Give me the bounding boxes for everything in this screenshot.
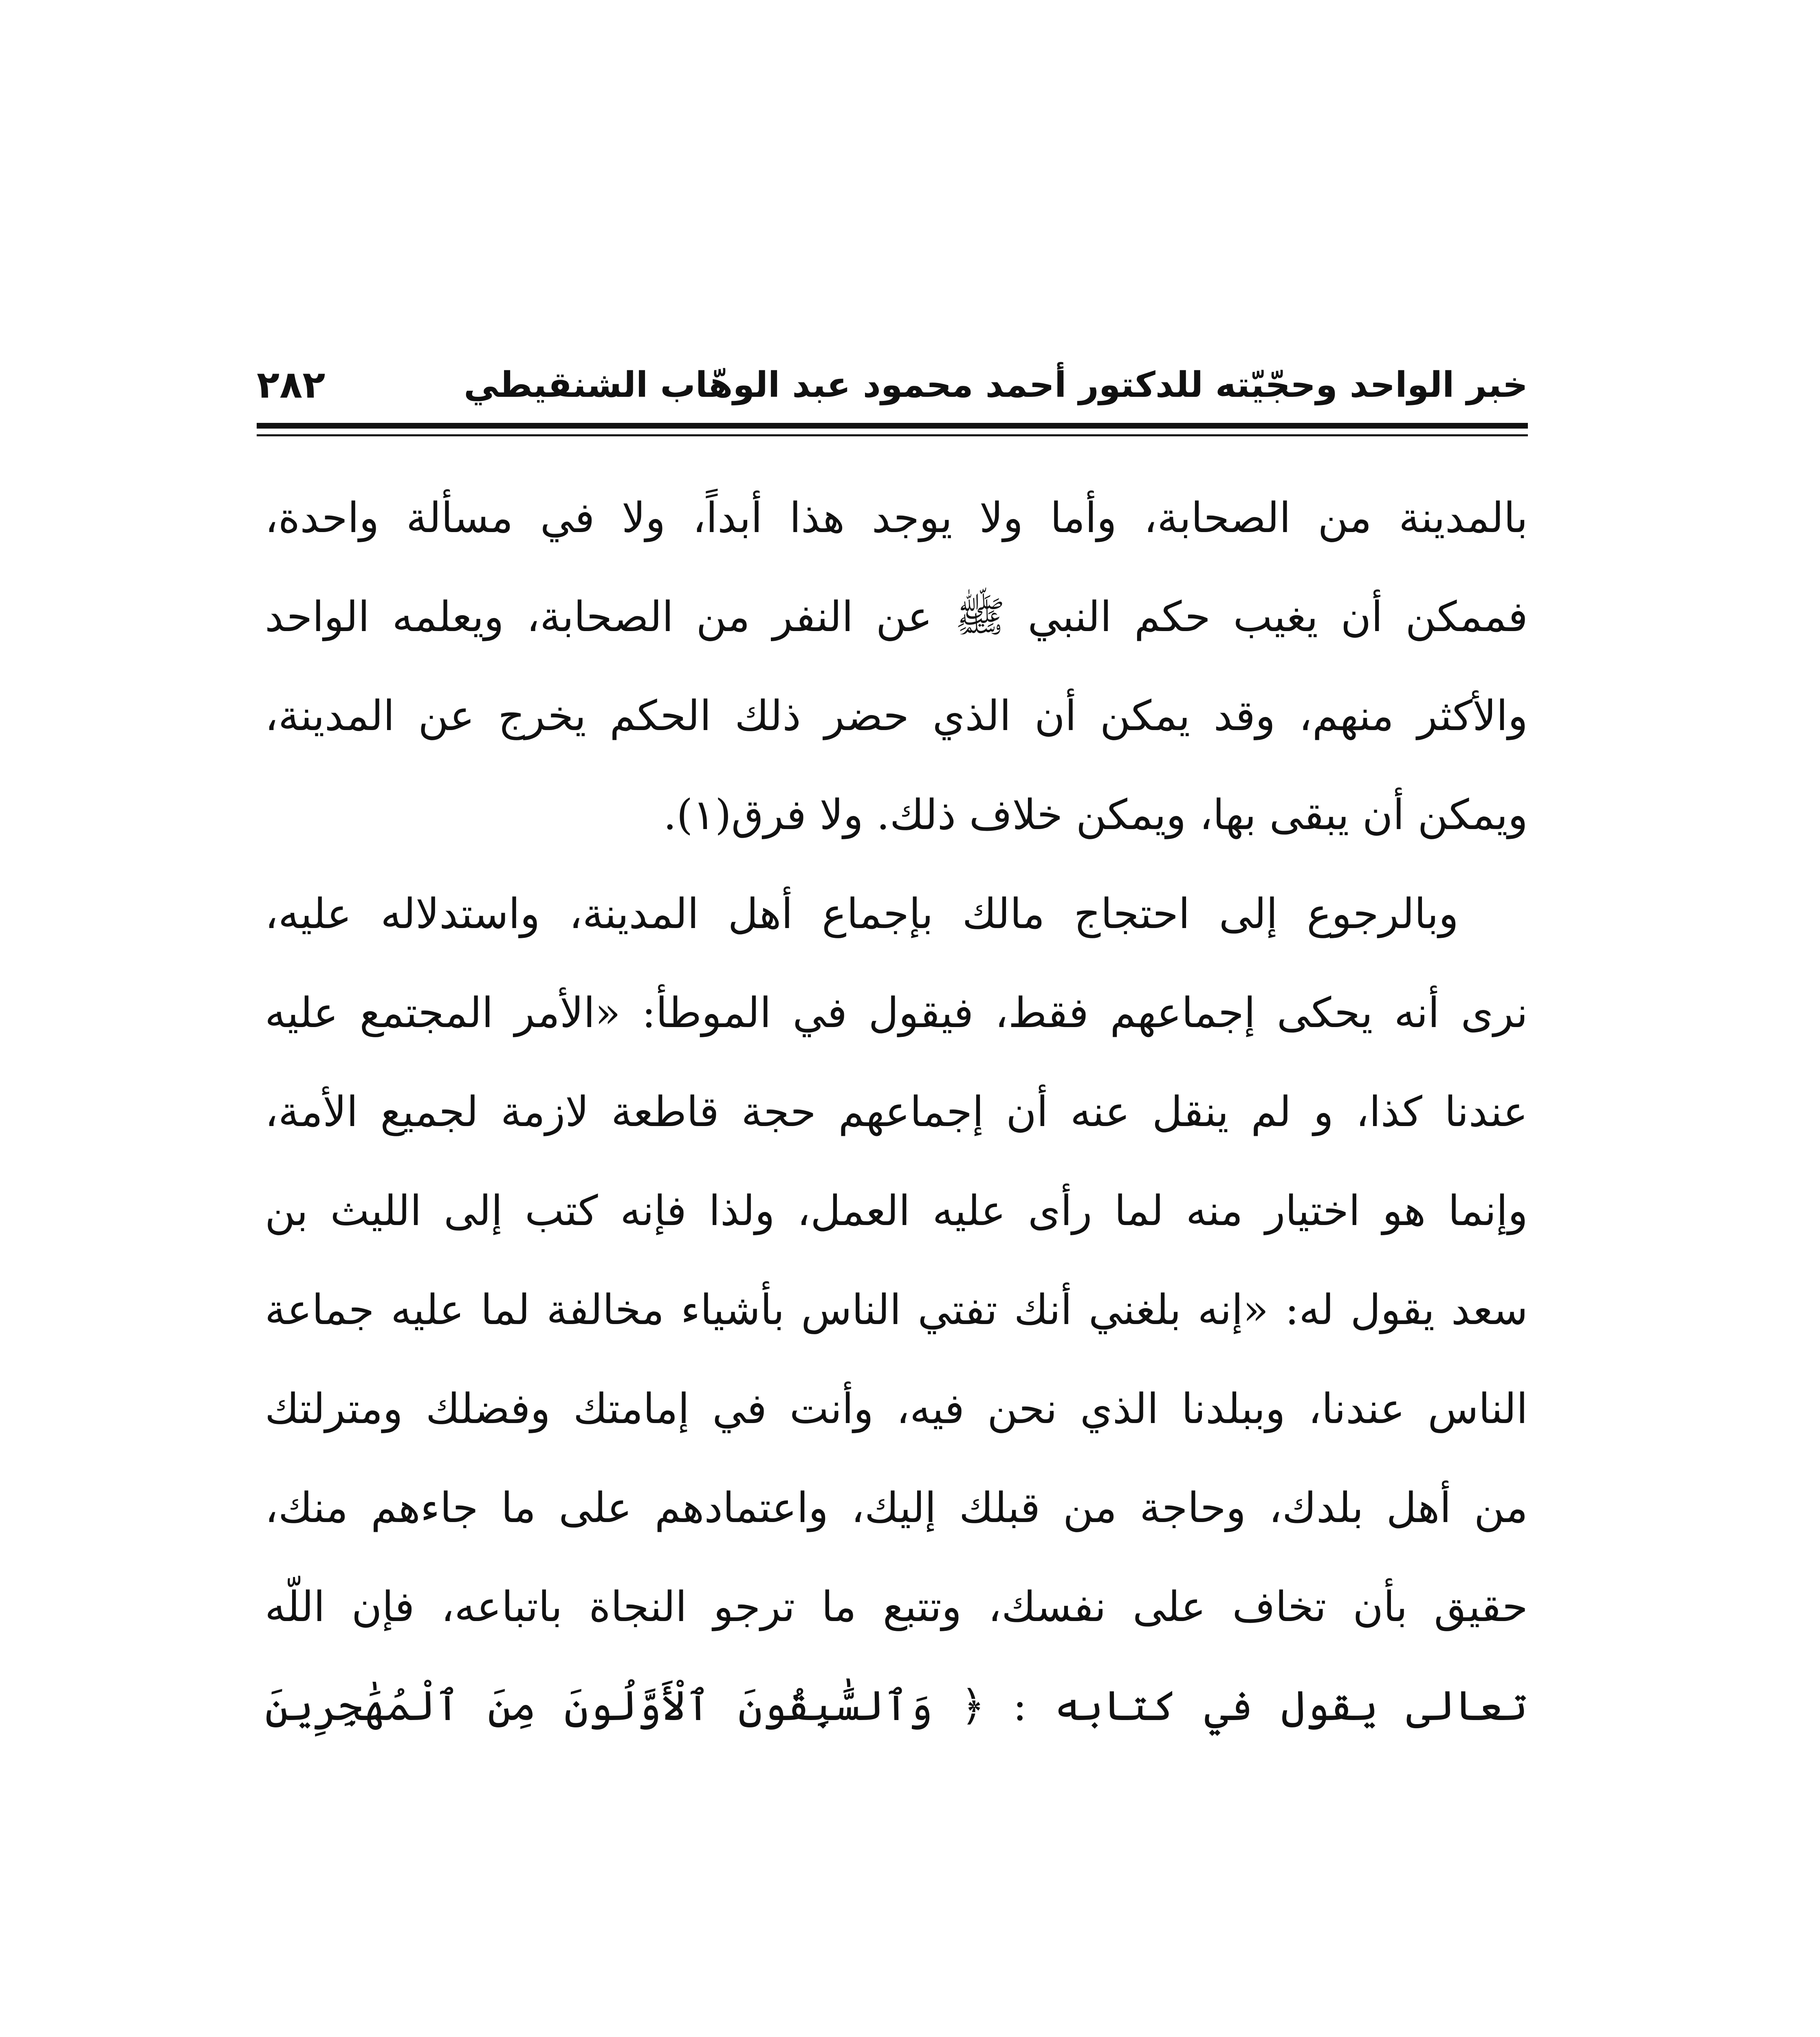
header-rule-thick <box>257 423 1528 429</box>
text-line: من أهل بلدك، وحاجة من قبلك إليك، واعتمادهم على ما جاءهم منك، <box>265 1484 1528 1532</box>
text-line: حقيق بأن تخاف على نفسك، وتتبع ما ترجو النجاة باتباعه، فإن اللّه <box>265 1583 1528 1631</box>
text-line: وإنما هو اختيار منه لما رأى عليه العمل، ولذا فإنه كتب إلى الليث بن <box>265 1187 1528 1235</box>
running-title: خبر الواحد وحجّيّته للدكتور أحمد محمود عبد الوهّاب الشنقيطي <box>464 365 1528 405</box>
page-number: ٢٨٢ <box>257 363 326 407</box>
text-line: والأكثر منهم، وقد يمكن أن الذي حضر ذلك الحكم يخرج عن المدينة، <box>265 692 1528 740</box>
text-line: بالمدينة من الصحابة، وأما ولا يوجد هذا أبداً، ولا في مسألة واحدة، <box>265 494 1528 542</box>
text-line: ويمكن أن يبقى بها، ويمكن خلاف ذلك. ولا فرق(١). <box>663 791 1528 839</box>
quran-verse-line: تعالى يقول في كتابه : ﴿ وَٱلسَّٰبِقُونَ ٱلْأَوَّلُونَ مِنَ ٱلْمُهَٰجِرِينَ <box>265 1682 1528 1730</box>
paragraph-first-line: وبالرجوع إلى احتجاج مالك بإجماع أهل المدينة، واستدلاله عليه، <box>265 890 1459 938</box>
page-header <box>257 359 1528 420</box>
header-rule-thin <box>257 434 1528 436</box>
text-line: عندنا كذا، و لم ينقل عنه أن إجماعهم حجة قاطعة لازمة لجميع الأمة، <box>265 1088 1528 1136</box>
text-line: الناس عندنا، وببلدنا الذي نحن فيه، وأنت في إمامتك وفضلك ومترلتك <box>265 1385 1528 1433</box>
body-text <box>265 469 1528 1755</box>
text-line: نرى أنه يحكى إجماعهم فقط، فيقول في الموطأ: «الأمر المجتمع عليه <box>265 989 1528 1037</box>
text-line: فممكن أن يغيب حكم النبي ﷺ عن النفر من الصحابة، ويعلمه الواحد <box>265 593 1528 641</box>
text-line: سعد يقول له: «إنه بلغني أنك تفتي الناس بأشياء مخالفة لما عليه جماعة <box>265 1286 1528 1334</box>
